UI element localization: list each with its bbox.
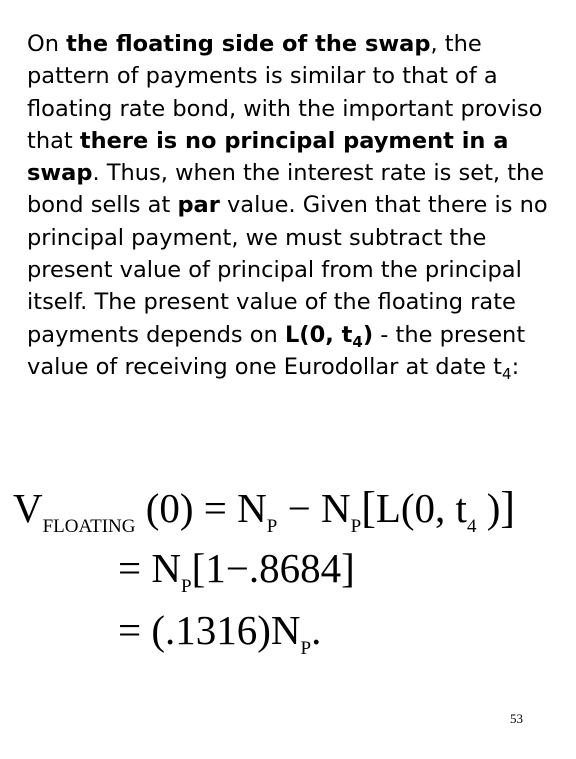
body-paragraph (27, 28, 552, 383)
eq2-np-sub: P (180, 576, 192, 597)
l-term-pre: L(0, t (284, 321, 353, 348)
l-term-post: ) (362, 321, 374, 348)
eq1-bracket-open: [ (361, 483, 376, 532)
eq1-v: V (13, 485, 43, 531)
eq1-bracket-close: ] (500, 483, 515, 532)
eq1-np-sub: P (266, 516, 278, 537)
eq1-arg: (0) = N (135, 485, 267, 531)
eq1-minus: − N (277, 485, 351, 531)
text-on: On (27, 31, 67, 57)
eq3-eq: = (.1316)N (118, 607, 301, 653)
text-pattern: , the pattern of payments is similar to that of a floating rate bond, with the important proviso that (27, 31, 543, 154)
eq1-l: L(0, t (375, 485, 467, 531)
equation-line-3 (118, 607, 322, 659)
eq3-np-sub: P (300, 638, 312, 659)
bold-floating-side: the floating side of the swap (66, 31, 431, 57)
equation-line-2 (118, 545, 355, 597)
equation-line-1 (13, 483, 515, 537)
bold-no-principal: there is no principal payment in a swap (27, 127, 509, 187)
page-number: 53 (510, 711, 523, 726)
eq3-end: . (311, 607, 322, 653)
eq2-eq: = N (118, 545, 181, 591)
text-colon: : (511, 353, 520, 380)
eq1-np-sub2: P (350, 516, 362, 537)
eq1-v-sub: FLOATING (42, 516, 136, 537)
text-interest: . Thus, when the interest rate is set, the bond sells at (27, 160, 545, 219)
text-value: value. Given that there is no principal payment, we must subtract the present value of principal from the principal itself. The present value of the floating rate payments depends on (27, 192, 548, 348)
bold-par: par (177, 192, 220, 219)
bold-l-term (284, 321, 374, 351)
eq2-body: [1−.8684] (191, 545, 355, 591)
eq1-close: ) (476, 485, 501, 531)
eq1-t-sub: 4 (466, 516, 477, 537)
date-sub: 4 (502, 364, 512, 383)
l-term-sub: 4 (352, 332, 363, 351)
text-eurodollar: - the present value of receiving one Eurodollar at date t (27, 321, 526, 380)
